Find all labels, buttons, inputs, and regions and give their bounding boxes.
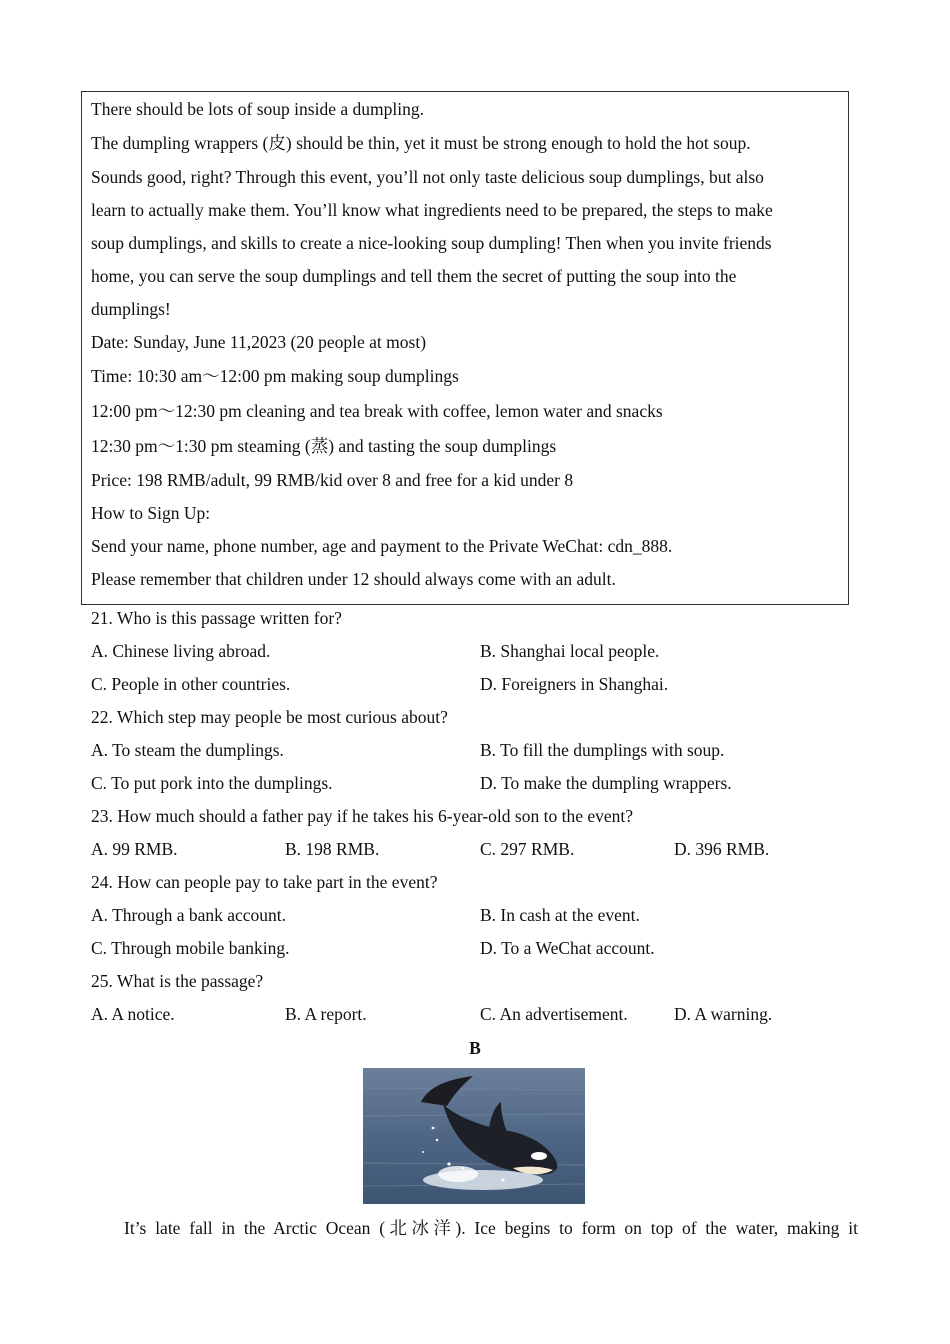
box-line: Date: Sunday, June 11,2023 (20 people at most) (91, 332, 427, 352)
option[interactable]: D. A warning. (674, 1004, 773, 1024)
question-stem: 22. Which step may people be most curious about? (91, 707, 448, 727)
passage-first-line: It’s late fall in the Arctic Ocean (北冰洋). Ice begins to form on top of the water, making it (124, 1218, 858, 1238)
option[interactable]: C. 297 RMB. (480, 839, 575, 859)
question-stem: 24. How can people pay to take part in the event? (91, 872, 438, 892)
box-line: Sounds good, right? Through this event, you’ll not only taste delicious soup dumplings, but also (91, 167, 764, 187)
option[interactable]: B. To fill the dumplings with soup. (480, 740, 725, 760)
option[interactable]: B. 198 RMB. (285, 839, 380, 859)
option[interactable]: C. Through mobile banking. (91, 938, 290, 958)
box-line: Time: 10:30 am～12:00 pm making soup dumplings (91, 366, 459, 386)
orca-photo (363, 1068, 585, 1204)
box-line: soup dumplings, and skills to create a nice-looking soup dumpling! Then when you invite friends (91, 233, 772, 253)
option[interactable]: B. A report. (285, 1004, 367, 1024)
box-line: home, you can serve the soup dumplings and tell them the secret of putting the soup into the (91, 266, 737, 286)
option[interactable]: A. A notice. (91, 1004, 175, 1024)
box-line: dumplings! (91, 299, 171, 319)
option[interactable]: D. 396 RMB. (674, 839, 770, 859)
box-line: How to Sign Up: (91, 503, 211, 523)
option[interactable]: B. In cash at the event. (480, 905, 640, 925)
option[interactable]: C. People in other countries. (91, 674, 291, 694)
option[interactable]: D. Foreigners in Shanghai. (480, 674, 669, 694)
option[interactable]: C. To put pork into the dumplings. (91, 773, 333, 793)
box-line: The dumpling wrappers (皮) should be thin, yet it must be strong enough to hold the hot soup. (91, 133, 751, 153)
box-line: There should be lots of soup inside a dumpling. (91, 99, 424, 119)
question-stem: 23. How much should a father pay if he takes his 6-year-old son to the event? (91, 806, 633, 826)
section-heading: B (469, 1038, 481, 1058)
question-stem: 21. Who is this passage written for? (91, 608, 342, 628)
box-line: learn to actually make them. You’ll know what ingredients need to be prepared, the steps to make (91, 200, 773, 220)
option[interactable]: C. An advertisement. (480, 1004, 628, 1024)
box-line: Send your name, phone number, age and payment to the Private WeChat: cdn_888. (91, 536, 673, 556)
option[interactable]: B. Shanghai local people. (480, 641, 660, 661)
box-line: 12:00 pm～12:30 pm cleaning and tea break with coffee, lemon water and snacks (91, 401, 663, 421)
option[interactable]: D. To a WeChat account. (480, 938, 655, 958)
option[interactable]: D. To make the dumpling wrappers. (480, 773, 732, 793)
option[interactable]: A. Through a bank account. (91, 905, 287, 925)
box-line: Please remember that children under 12 should always come with an adult. (91, 569, 616, 589)
question-stem: 25. What is the passage? (91, 971, 264, 991)
option[interactable]: A. 99 RMB. (91, 839, 178, 859)
box-line: Price: 198 RMB/adult, 99 RMB/kid over 8 and free for a kid under 8 (91, 470, 574, 490)
option[interactable]: A. To steam the dumplings. (91, 740, 284, 760)
box-line: 12:30 pm～1:30 pm steaming (蒸) and tasting the soup dumplings (91, 436, 557, 456)
option[interactable]: A. Chinese living abroad. (91, 641, 271, 661)
